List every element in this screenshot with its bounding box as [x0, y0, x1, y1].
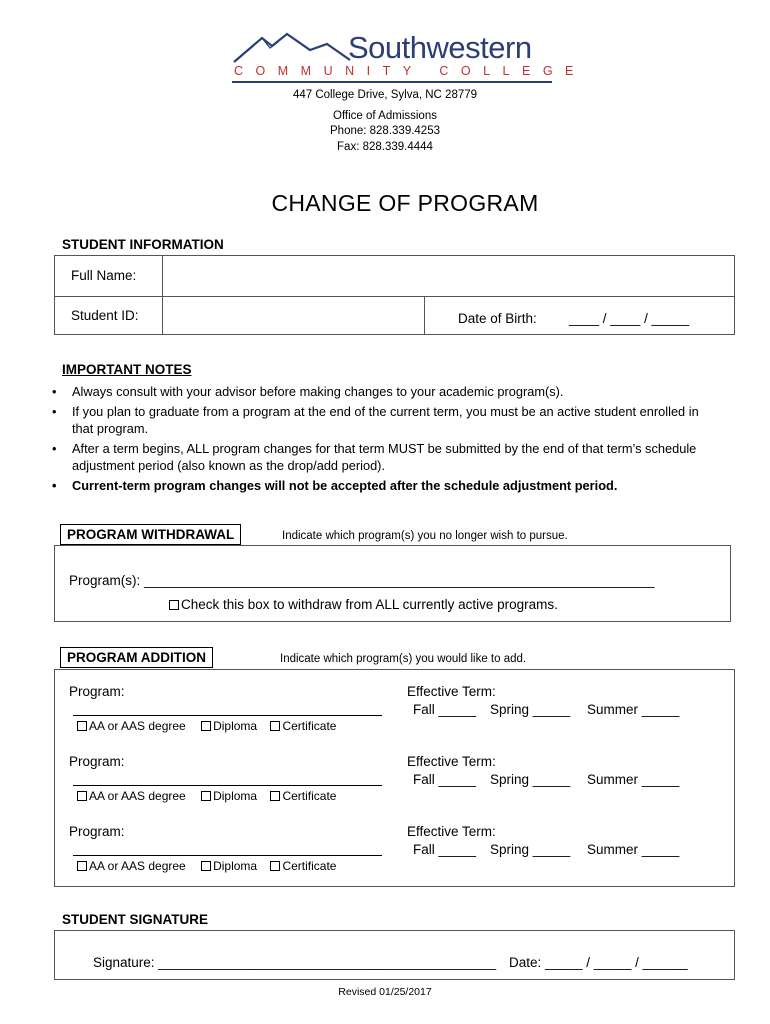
row-divider [55, 296, 734, 297]
col-divider-dob [424, 296, 425, 334]
checkbox-icon[interactable] [270, 791, 280, 801]
program-2-effective-label: Effective Term: [407, 754, 496, 769]
program-3-certificate-option[interactable]: Certificate [270, 859, 336, 873]
program-2-diploma-option[interactable]: Diploma [201, 789, 257, 803]
signature-date-field[interactable]: Date: _____ / _____ / ______ [509, 955, 688, 970]
dob-field[interactable]: ____ / ____ / _____ [569, 311, 690, 326]
checkbox-icon[interactable] [77, 861, 87, 871]
signature-box [54, 930, 735, 980]
program-1-degree-options [77, 719, 336, 733]
checkbox-icon[interactable] [270, 721, 280, 731]
checkbox-icon[interactable] [270, 861, 280, 871]
checkbox-icon[interactable] [77, 791, 87, 801]
program-3-diploma-option[interactable]: Diploma [201, 859, 257, 873]
program-1-effective-label: Effective Term: [407, 684, 496, 699]
college-name: Southwestern [348, 30, 532, 65]
addition-instruction: Indicate which program(s) you would like to add. [280, 653, 527, 665]
note-item-2: • If you plan to graduate from a program at the end of the current term, you must be an active student enrolled in that program. [52, 404, 699, 436]
addition-box [54, 669, 735, 887]
note-item-4: • Current-term program changes will not be accepted after the schedule adjustment period. [52, 478, 618, 493]
address: 447 College Drive, Sylva, NC 28779 [292, 89, 478, 101]
program-3-degree-options [77, 859, 336, 873]
phone: Phone: 828.339.4253 [330, 125, 440, 137]
checkbox-icon[interactable] [77, 721, 87, 731]
program-2-fall[interactable]: Fall _____ [413, 772, 477, 787]
student-id-label: Student ID: [71, 308, 139, 323]
checkbox-icon[interactable] [201, 721, 211, 731]
signature-heading: STUDENT SIGNATURE [62, 912, 209, 927]
program-2-field[interactable] [73, 773, 382, 786]
col-divider [162, 256, 163, 334]
program-2-aa-option[interactable]: AA or AAS degree [77, 789, 186, 803]
fax: Fax: 828.339.4444 [337, 141, 433, 153]
program-1-spring[interactable]: Spring _____ [490, 702, 571, 717]
logo-rule [232, 81, 552, 83]
program-1-summer[interactable]: Summer _____ [587, 702, 680, 717]
full-name-field[interactable] [165, 258, 731, 294]
program-3-aa-option[interactable]: AA or AAS degree [77, 859, 186, 873]
withdraw-all-option[interactable] [169, 597, 558, 612]
program-1-field[interactable] [73, 703, 382, 716]
program-1-label: Program: [69, 684, 125, 699]
program-3-field[interactable] [73, 843, 382, 856]
signature-field[interactable]: Signature: _____________________________________________ [93, 955, 497, 970]
program-2-spring[interactable]: Spring _____ [490, 772, 571, 787]
full-name-label: Full Name: [71, 268, 137, 283]
withdraw-all-checkbox[interactable] [169, 600, 179, 610]
program-3-fall[interactable]: Fall _____ [413, 842, 477, 857]
note-item-3: • After a term begins, ALL program changes for that term MUST be submitted by the end of that term’s schedule adjustment period (also known as the drop/add period). [52, 441, 697, 473]
program-2-certificate-option[interactable]: Certificate [270, 789, 336, 803]
program-1-diploma-option[interactable]: Diploma [201, 719, 257, 733]
addition-heading: PROGRAM ADDITION [60, 647, 213, 668]
college-subtitle: COMMUNITY COLLEGE [234, 64, 586, 78]
withdrawal-box [54, 545, 731, 622]
withdrawal-instruction: Indicate which program(s) you no longer wish to pursue. [282, 530, 568, 542]
program-3-effective-label: Effective Term: [407, 824, 496, 839]
dob-label: Date of Birth: [458, 311, 537, 326]
program-2-label: Program: [69, 754, 125, 769]
note-item-1: • Always consult with your advisor before making changes to your academic program(s). [52, 384, 564, 399]
program-3-label: Program: [69, 824, 125, 839]
office-name: Office of Admissions [333, 110, 437, 122]
program-3-spring[interactable]: Spring _____ [490, 842, 571, 857]
page-title: CHANGE OF PROGRAM [271, 190, 539, 216]
notes-list [52, 383, 712, 497]
student-id-field[interactable] [165, 298, 421, 332]
checkbox-icon[interactable] [201, 861, 211, 871]
program-1-certificate-option[interactable]: Certificate [270, 719, 336, 733]
student-info-box [54, 255, 735, 335]
checkbox-icon[interactable] [201, 791, 211, 801]
notes-heading: IMPORTANT NOTES [62, 362, 192, 377]
program-2-summer[interactable]: Summer _____ [587, 772, 680, 787]
program-2-degree-options [77, 789, 336, 803]
program-1-fall[interactable]: Fall _____ [413, 702, 477, 717]
withdraw-all-label: Check this box to withdraw from ALL currently active programs. [181, 597, 558, 612]
program-3-summer[interactable]: Summer _____ [587, 842, 680, 857]
withdraw-programs-field[interactable]: Program(s): ____________________________________________________________________ [69, 573, 655, 588]
withdrawal-heading: PROGRAM WITHDRAWAL [60, 524, 241, 545]
program-1-aa-option[interactable]: AA or AAS degree [77, 719, 186, 733]
mountain-logo-icon [232, 30, 352, 64]
revised-date: Revised 01/25/2017 [338, 986, 432, 998]
student-info-heading: STUDENT INFORMATION [62, 237, 224, 252]
